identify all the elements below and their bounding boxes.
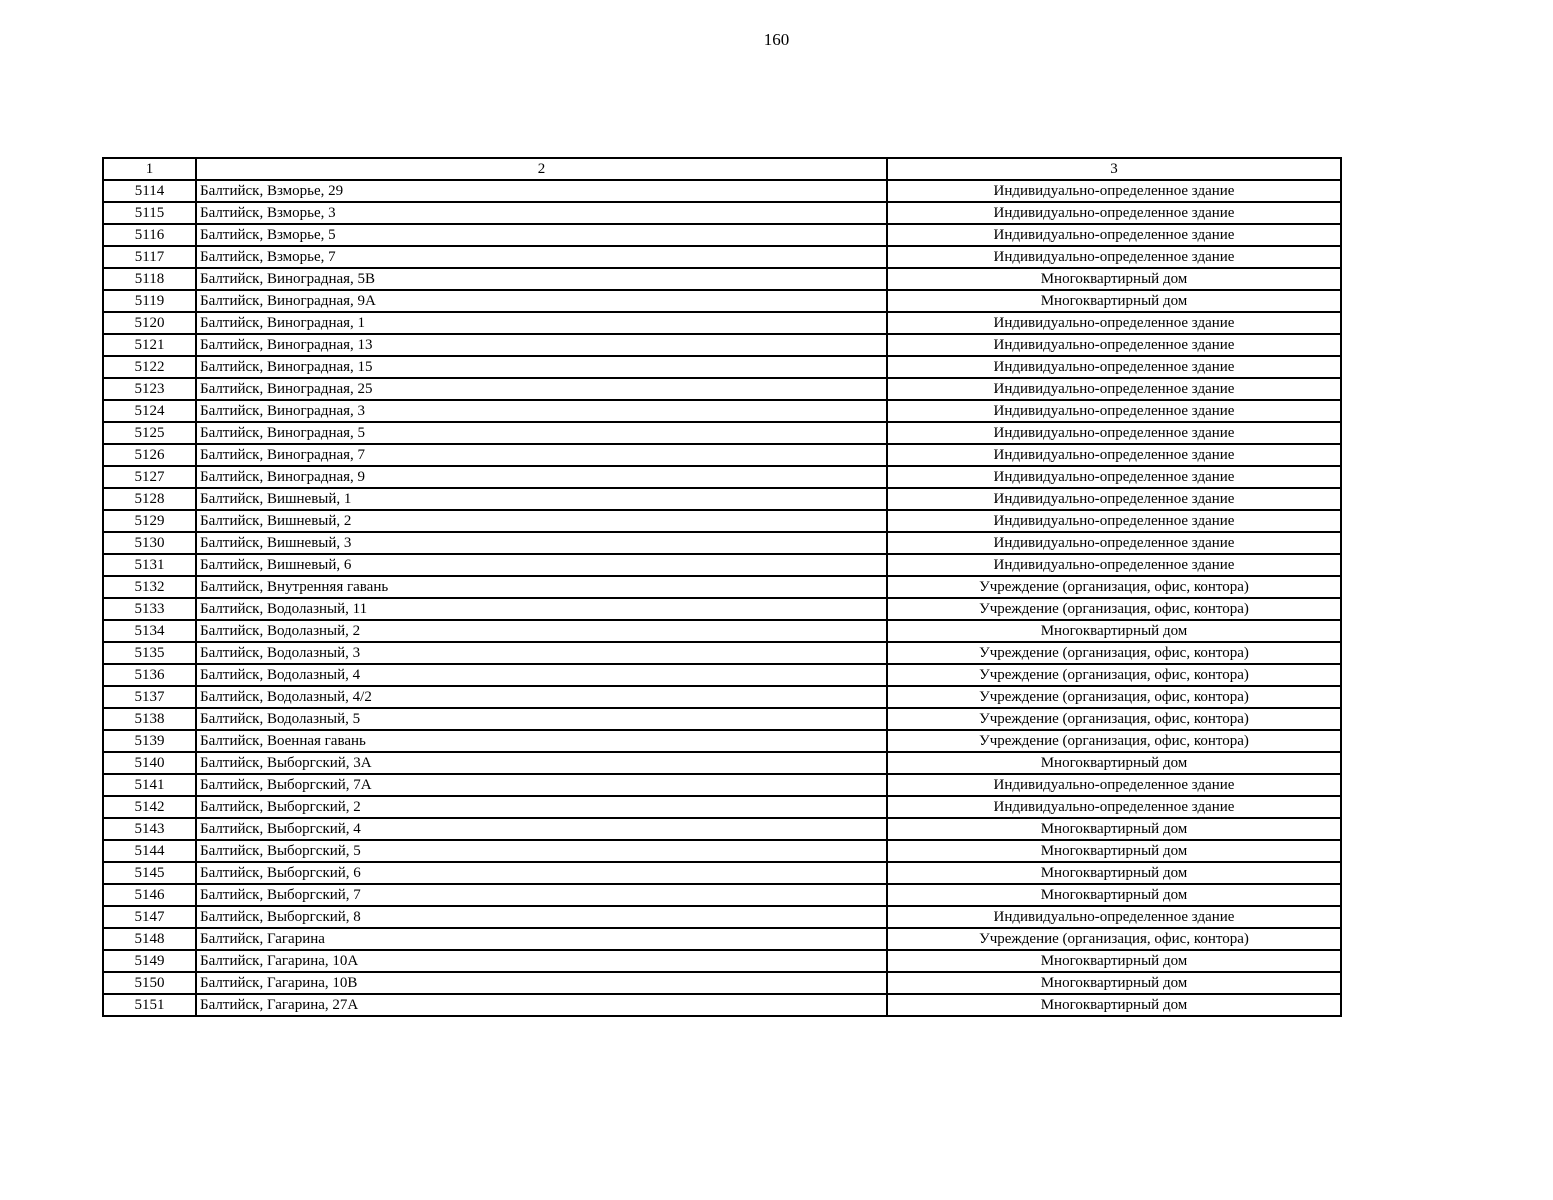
building-type-cell: Индивидуально-определенное здание [887, 180, 1341, 202]
table-row [103, 312, 1341, 334]
row-number-cell: 5134 [103, 620, 196, 642]
address-cell: Балтийск, Взморье, 5 [196, 224, 887, 246]
table-row [103, 290, 1341, 312]
row-number-cell: 5142 [103, 796, 196, 818]
building-type-cell: Многоквартирный дом [887, 818, 1341, 840]
table-row [103, 444, 1341, 466]
address-cell: Балтийск, Взморье, 7 [196, 246, 887, 268]
address-cell: Балтийск, Виноградная, 9 [196, 466, 887, 488]
row-number-cell: 5138 [103, 708, 196, 730]
address-cell: Балтийск, Виноградная, 5В [196, 268, 887, 290]
row-number-cell: 5131 [103, 554, 196, 576]
table-row [103, 840, 1341, 862]
table-row [103, 224, 1341, 246]
table-row [103, 796, 1341, 818]
table-row [103, 400, 1341, 422]
address-cell: Балтийск, Военная гавань [196, 730, 887, 752]
building-type-cell: Учреждение (организация, офис, контора) [887, 664, 1341, 686]
address-cell: Балтийск, Выборгский, 7 [196, 884, 887, 906]
building-type-cell: Индивидуально-определенное здание [887, 422, 1341, 444]
building-type-cell: Индивидуально-определенное здание [887, 202, 1341, 224]
address-cell: Балтийск, Виноградная, 15 [196, 356, 887, 378]
address-cell: Балтийск, Виноградная, 7 [196, 444, 887, 466]
table-row [103, 994, 1341, 1016]
row-number-cell: 5137 [103, 686, 196, 708]
row-number-cell: 5130 [103, 532, 196, 554]
address-cell: Балтийск, Вишневый, 3 [196, 532, 887, 554]
address-cell: Балтийск, Водолазный, 2 [196, 620, 887, 642]
column-header-type: 3 [887, 158, 1341, 180]
row-number-cell: 5119 [103, 290, 196, 312]
table-row [103, 642, 1341, 664]
row-number-cell: 5136 [103, 664, 196, 686]
building-type-cell: Индивидуально-определенное здание [887, 532, 1341, 554]
address-cell: Балтийск, Выборгский, 4 [196, 818, 887, 840]
page-number: 160 [763, 30, 790, 49]
address-cell: Балтийск, Внутренняя гавань [196, 576, 887, 598]
building-type-cell: Учреждение (организация, офис, контора) [887, 642, 1341, 664]
row-number-cell: 5128 [103, 488, 196, 510]
row-number-cell: 5135 [103, 642, 196, 664]
table-row [103, 246, 1341, 268]
address-cell: Балтийск, Вишневый, 2 [196, 510, 887, 532]
building-type-cell: Многоквартирный дом [887, 994, 1341, 1016]
building-type-cell: Многоквартирный дом [887, 268, 1341, 290]
table-row [103, 774, 1341, 796]
row-number-cell: 5116 [103, 224, 196, 246]
table-row [103, 268, 1341, 290]
address-cell: Балтийск, Водолазный, 5 [196, 708, 887, 730]
table-row [103, 884, 1341, 906]
table-header-row [103, 158, 1341, 180]
building-type-cell: Учреждение (организация, офис, контора) [887, 708, 1341, 730]
registry-table [102, 157, 1342, 1017]
address-cell: Балтийск, Выборгский, 6 [196, 862, 887, 884]
address-cell: Балтийск, Выборгский, 3А [196, 752, 887, 774]
row-number-cell: 5149 [103, 950, 196, 972]
table-row [103, 708, 1341, 730]
row-number-cell: 5141 [103, 774, 196, 796]
row-number-cell: 5123 [103, 378, 196, 400]
address-cell: Балтийск, Выборгский, 5 [196, 840, 887, 862]
table-row [103, 488, 1341, 510]
table-row [103, 950, 1341, 972]
address-cell: Балтийск, Гагарина, 10В [196, 972, 887, 994]
row-number-cell: 5115 [103, 202, 196, 224]
building-type-cell: Индивидуально-определенное здание [887, 466, 1341, 488]
building-type-cell: Индивидуально-определенное здание [887, 356, 1341, 378]
building-type-cell: Многоквартирный дом [887, 290, 1341, 312]
building-type-cell: Многоквартирный дом [887, 840, 1341, 862]
address-cell: Балтийск, Выборгский, 8 [196, 906, 887, 928]
row-number-cell: 5129 [103, 510, 196, 532]
table-row [103, 752, 1341, 774]
address-cell: Балтийск, Водолазный, 4/2 [196, 686, 887, 708]
column-header-address: 2 [196, 158, 887, 180]
building-type-cell: Учреждение (организация, офис, контора) [887, 576, 1341, 598]
address-cell: Балтийск, Вишневый, 6 [196, 554, 887, 576]
address-cell: Балтийск, Взморье, 3 [196, 202, 887, 224]
table-row [103, 818, 1341, 840]
address-cell: Балтийск, Выборгский, 7А [196, 774, 887, 796]
address-cell: Балтийск, Взморье, 29 [196, 180, 887, 202]
row-number-cell: 5120 [103, 312, 196, 334]
address-cell: Балтийск, Виноградная, 13 [196, 334, 887, 356]
row-number-cell: 5140 [103, 752, 196, 774]
building-type-cell: Многоквартирный дом [887, 752, 1341, 774]
table-row [103, 598, 1341, 620]
address-cell: Балтийск, Гагарина, 27А [196, 994, 887, 1016]
building-type-cell: Многоквартирный дом [887, 972, 1341, 994]
row-number-cell: 5124 [103, 400, 196, 422]
row-number-cell: 5125 [103, 422, 196, 444]
building-type-cell: Индивидуально-определенное здание [887, 796, 1341, 818]
address-cell: Балтийск, Виноградная, 1 [196, 312, 887, 334]
table-row [103, 202, 1341, 224]
row-number-cell: 5145 [103, 862, 196, 884]
row-number-cell: 5132 [103, 576, 196, 598]
table-row [103, 378, 1341, 400]
row-number-cell: 5148 [103, 928, 196, 950]
table-row [103, 422, 1341, 444]
address-cell: Балтийск, Водолазный, 3 [196, 642, 887, 664]
row-number-cell: 5143 [103, 818, 196, 840]
address-cell: Балтийск, Виноградная, 5 [196, 422, 887, 444]
building-type-cell: Индивидуально-определенное здание [887, 224, 1341, 246]
row-number-cell: 5121 [103, 334, 196, 356]
building-type-cell: Индивидуально-определенное здание [887, 400, 1341, 422]
table-row [103, 356, 1341, 378]
building-type-cell: Учреждение (организация, офис, контора) [887, 598, 1341, 620]
table-row [103, 554, 1341, 576]
building-type-cell: Индивидуально-определенное здание [887, 488, 1341, 510]
address-cell: Балтийск, Водолазный, 4 [196, 664, 887, 686]
building-type-cell: Индивидуально-определенное здание [887, 510, 1341, 532]
table-row [103, 576, 1341, 598]
address-cell: Балтийск, Вишневый, 1 [196, 488, 887, 510]
table-row [103, 862, 1341, 884]
table-row [103, 466, 1341, 488]
row-number-cell: 5127 [103, 466, 196, 488]
row-number-cell: 5122 [103, 356, 196, 378]
address-cell: Балтийск, Виноградная, 9А [196, 290, 887, 312]
table-row [103, 334, 1341, 356]
row-number-cell: 5114 [103, 180, 196, 202]
address-cell: Балтийск, Виноградная, 25 [196, 378, 887, 400]
table-row [103, 664, 1341, 686]
address-cell: Балтийск, Виноградная, 3 [196, 400, 887, 422]
building-type-cell: Многоквартирный дом [887, 620, 1341, 642]
building-type-cell: Индивидуально-определенное здание [887, 312, 1341, 334]
row-number-cell: 5126 [103, 444, 196, 466]
table-row [103, 730, 1341, 752]
table-row [103, 180, 1341, 202]
row-number-cell: 5147 [103, 906, 196, 928]
building-type-cell: Индивидуально-определенное здание [887, 554, 1341, 576]
row-number-cell: 5118 [103, 268, 196, 290]
row-number-cell: 5117 [103, 246, 196, 268]
table-row [103, 532, 1341, 554]
column-header-number: 1 [103, 158, 196, 180]
address-cell: Балтийск, Гагарина, 10А [196, 950, 887, 972]
table-row [103, 972, 1341, 994]
registry-table-body [103, 158, 1341, 1016]
row-number-cell: 5150 [103, 972, 196, 994]
address-cell: Балтийск, Выборгский, 2 [196, 796, 887, 818]
building-type-cell: Учреждение (организация, офис, контора) [887, 686, 1341, 708]
building-type-cell: Индивидуально-определенное здание [887, 246, 1341, 268]
building-type-cell: Индивидуально-определенное здание [887, 378, 1341, 400]
building-type-cell: Учреждение (организация, офис, контора) [887, 928, 1341, 950]
building-type-cell: Индивидуально-определенное здание [887, 444, 1341, 466]
building-type-cell: Многоквартирный дом [887, 950, 1341, 972]
building-type-cell: Индивидуально-определенное здание [887, 334, 1341, 356]
table-row [103, 686, 1341, 708]
building-type-cell: Индивидуально-определенное здание [887, 906, 1341, 928]
table-row [103, 928, 1341, 950]
row-number-cell: 5146 [103, 884, 196, 906]
table-row [103, 510, 1341, 532]
address-cell: Балтийск, Водолазный, 11 [196, 598, 887, 620]
address-cell: Балтийск, Гагарина [196, 928, 887, 950]
table-row [103, 906, 1341, 928]
building-type-cell: Индивидуально-определенное здание [887, 774, 1341, 796]
building-type-cell: Учреждение (организация, офис, контора) [887, 730, 1341, 752]
building-type-cell: Многоквартирный дом [887, 862, 1341, 884]
table-row [103, 620, 1341, 642]
building-type-cell: Многоквартирный дом [887, 884, 1341, 906]
row-number-cell: 5144 [103, 840, 196, 862]
row-number-cell: 5139 [103, 730, 196, 752]
row-number-cell: 5151 [103, 994, 196, 1016]
row-number-cell: 5133 [103, 598, 196, 620]
